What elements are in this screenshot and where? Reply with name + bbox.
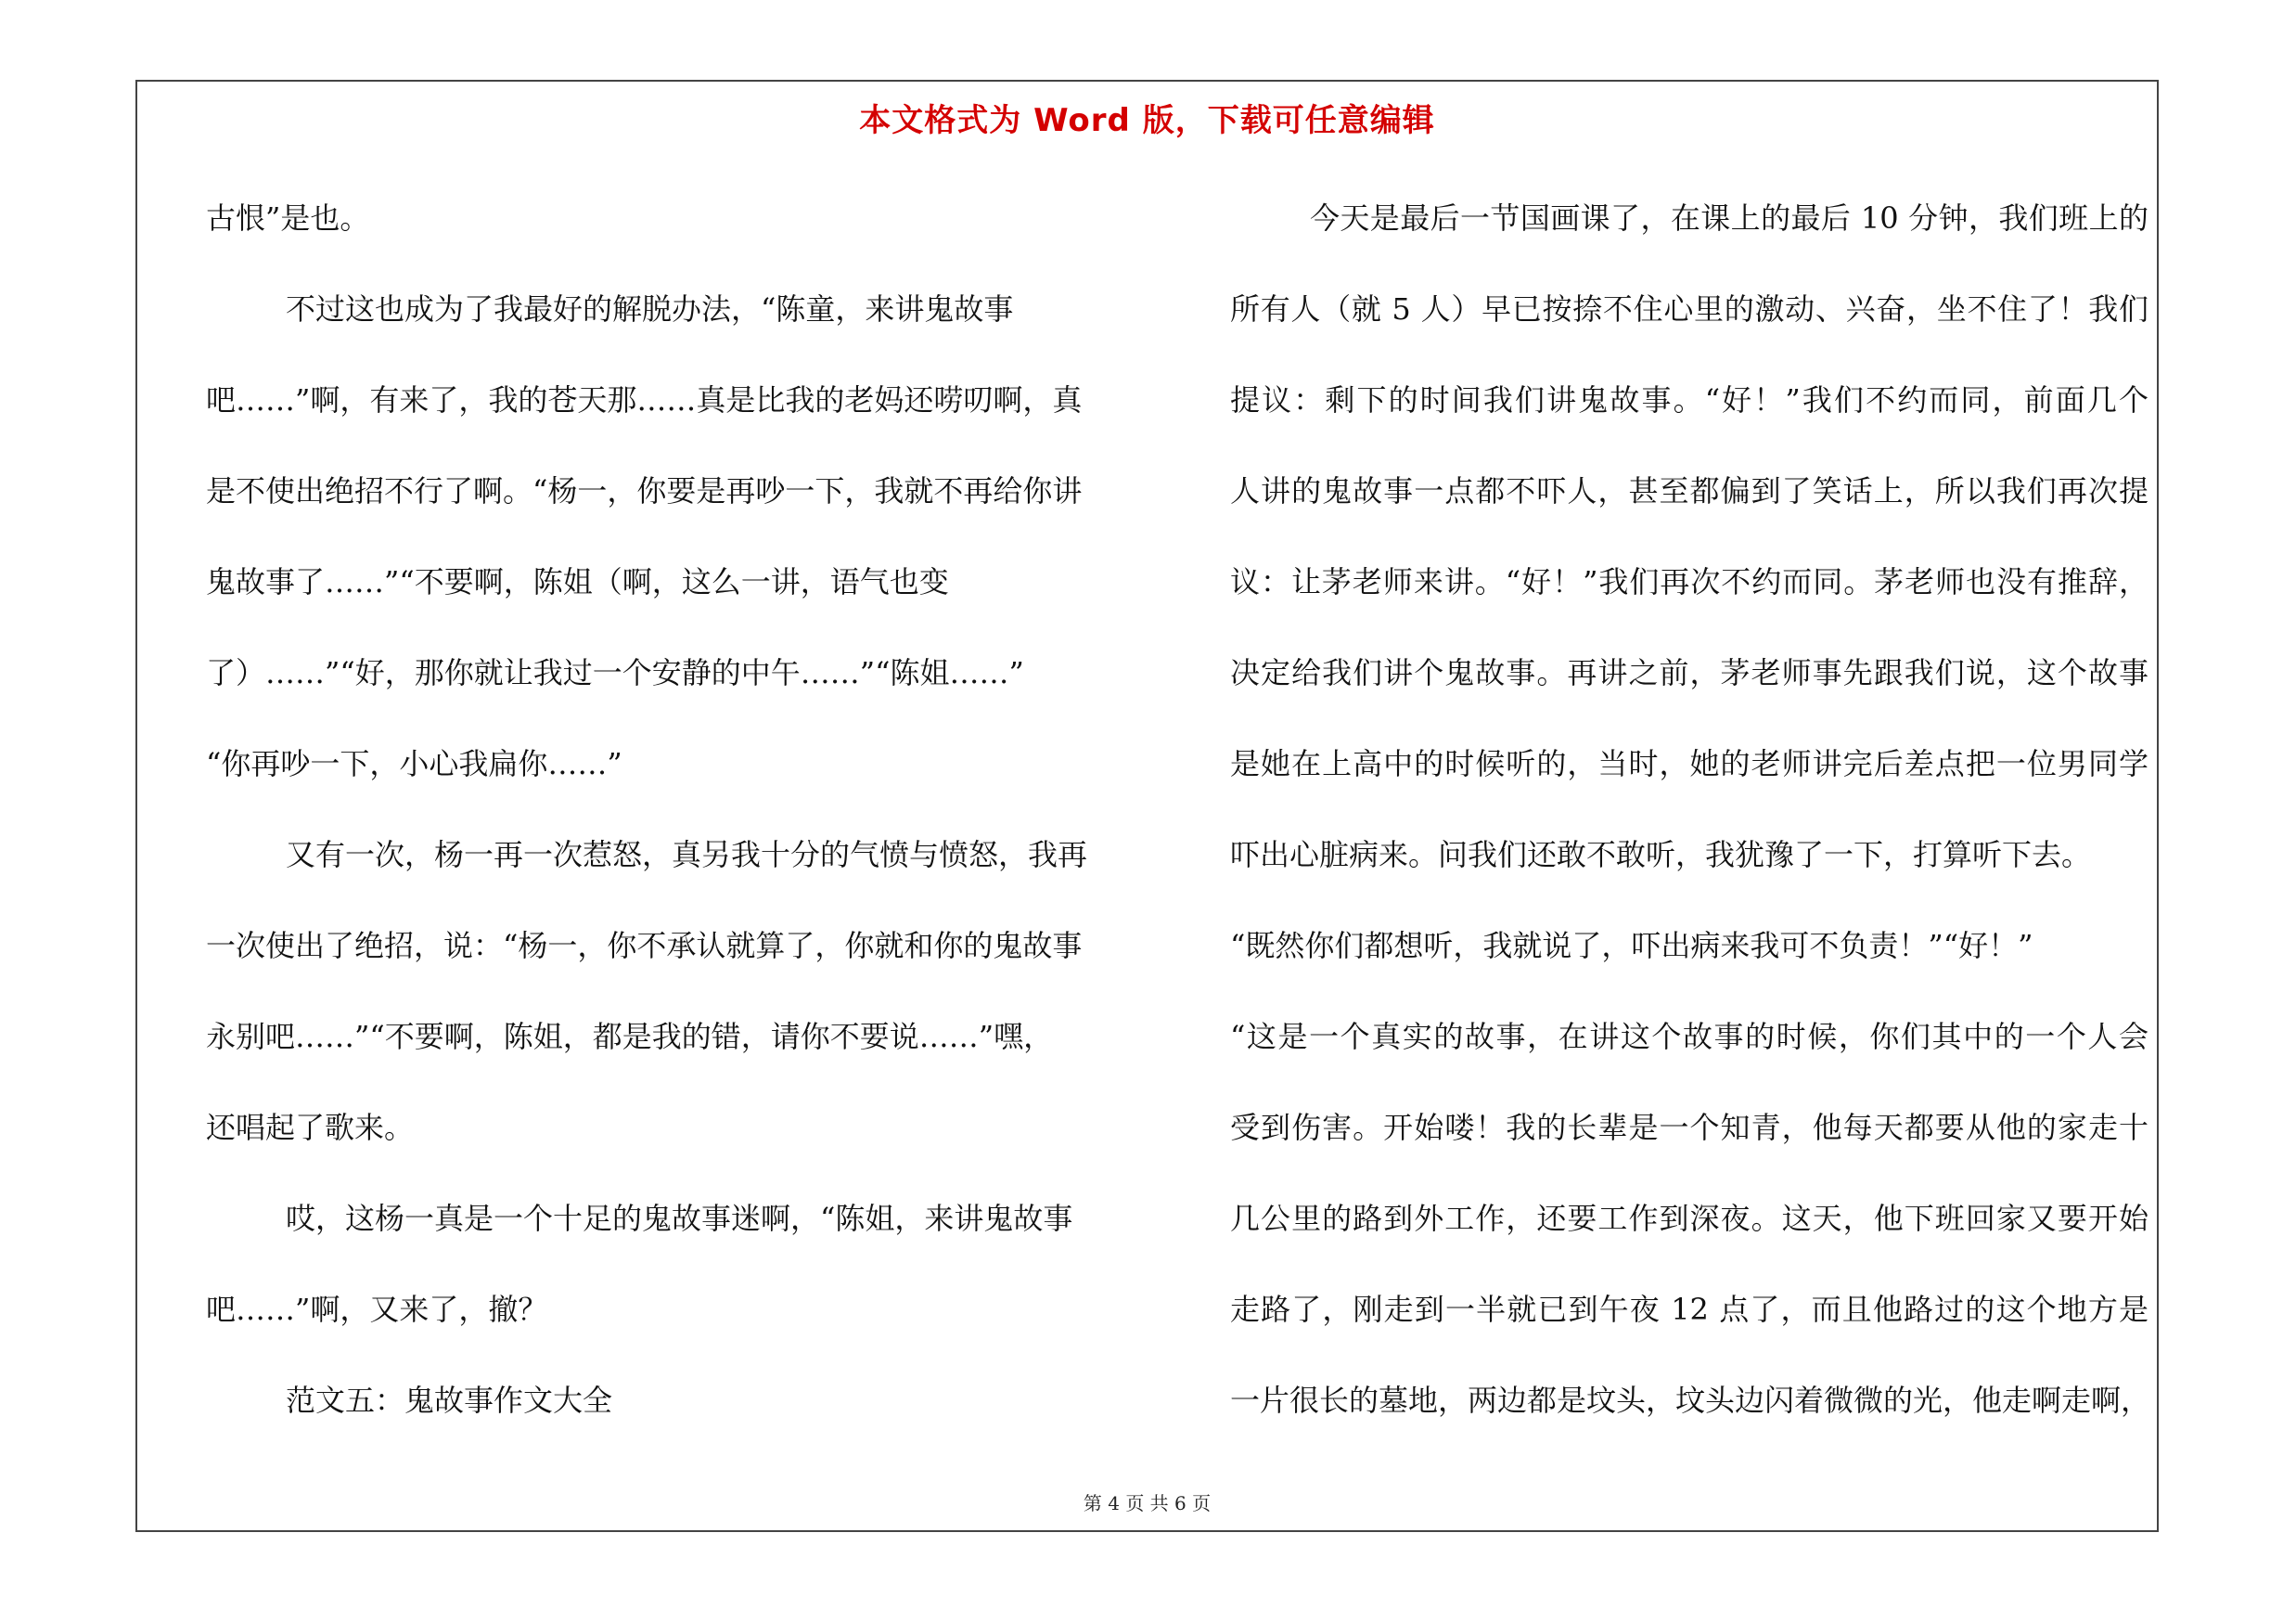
text-line: 提议：剩下的时间我们讲鬼故事。“好！”我们不约而同，前面几个: [1230, 382, 2148, 418]
text-line: “既然你们都想听，我就说了，吓出病来我可不负责！”“好！”: [1230, 928, 2033, 963]
text-line: 是她在上高中的时候听的，当时，她的老师讲完后差点把一位男同学: [1230, 746, 2148, 781]
text-line: 议：让茅老师来讲。“好！”我们再次不约而同。茅老师也没有推辞，: [1230, 564, 2148, 599]
header-banner: 本文格式为 Word 版，下载可任意编辑: [859, 102, 1435, 139]
section-heading: 范文五：鬼故事作文大全: [286, 1383, 613, 1418]
text-line: 受到伤害。开始喽！我的长辈是一个知青，他每天都要从他的家走十: [1230, 1110, 2148, 1145]
text-line: 今天是最后一节国画课了，在课上的最后 10 分钟，我们班上的: [1310, 200, 2148, 236]
text-line: 吧……”啊，又来了，撤？: [206, 1292, 548, 1327]
text-line: 鬼故事了……”“不要啊，陈姐（啊，这么一讲，语气也变: [206, 564, 949, 599]
text-line: 古恨”是也。: [206, 200, 370, 236]
text-line: 不过这也成为了我最好的解脱办法，“陈童，来讲鬼故事: [286, 291, 1014, 327]
page-number-footer: 第 4 页 共 6 页: [1083, 1492, 1212, 1514]
text-line: 走路了，刚走到一半就已到午夜 12 点了，而且他路过的这个地方是: [1230, 1292, 2148, 1327]
text-line: “这是一个真实的故事，在讲这个故事的时候，你们其中的一个人会: [1230, 1019, 2148, 1054]
text-line: 所有人（就 5 人）早已按捺不住心里的激动、兴奋，坐不住了！我们: [1230, 291, 2148, 327]
text-line: 还唱起了歌来。: [206, 1110, 415, 1145]
text-line: 是不使出绝招不行了啊。“杨一，你要是再吵一下，我就不再给你讲: [206, 473, 1083, 509]
right-text-column: [1230, 173, 2151, 1446]
text-line: 又有一次，杨一再一次惹怒，真另我十分的气愤与愤怒，我再: [286, 837, 1088, 872]
text-line: 一次使出了绝招，说：“杨一，你不承认就算了，你就和你的鬼故事: [206, 928, 1083, 963]
left-text-column: [206, 173, 1134, 1446]
text-line: “你再吵一下，小心我扁你……”: [206, 746, 622, 781]
text-line: 人讲的鬼故事一点都不吓人，甚至都偏到了笑话上，所以我们再次提: [1230, 473, 2148, 509]
text-line: 吓出心脏病来。问我们还敢不敢听，我犹豫了一下，打算听下去。: [1230, 837, 2092, 872]
text-line: 永别吧……”“不要啊，陈姐，都是我的错，请你不要说……”嘿，: [206, 1019, 1054, 1054]
text-line: 吧……”啊，有来了，我的苍天那……真是比我的老妈还唠叨啊，真: [206, 382, 1083, 418]
text-line: 决定给我们讲个鬼故事。再讲之前，茅老师事先跟我们说，这个故事: [1230, 655, 2148, 690]
text-line: 几公里的路到外工作，还要工作到深夜。这天，他下班回家又要开始: [1230, 1201, 2148, 1236]
text-line: 了）……”“好，那你就让我过一个安静的中午……”“陈姐……”: [206, 655, 1024, 690]
text-line: 哎，这杨一真是一个十足的鬼故事迷啊，“陈姐，来讲鬼故事: [286, 1201, 1073, 1236]
page-frame: [135, 80, 2159, 1532]
text-line: 一片很长的墓地，两边都是坟头，坟头边闪着微微的光，他走啊走啊，: [1230, 1383, 2151, 1418]
